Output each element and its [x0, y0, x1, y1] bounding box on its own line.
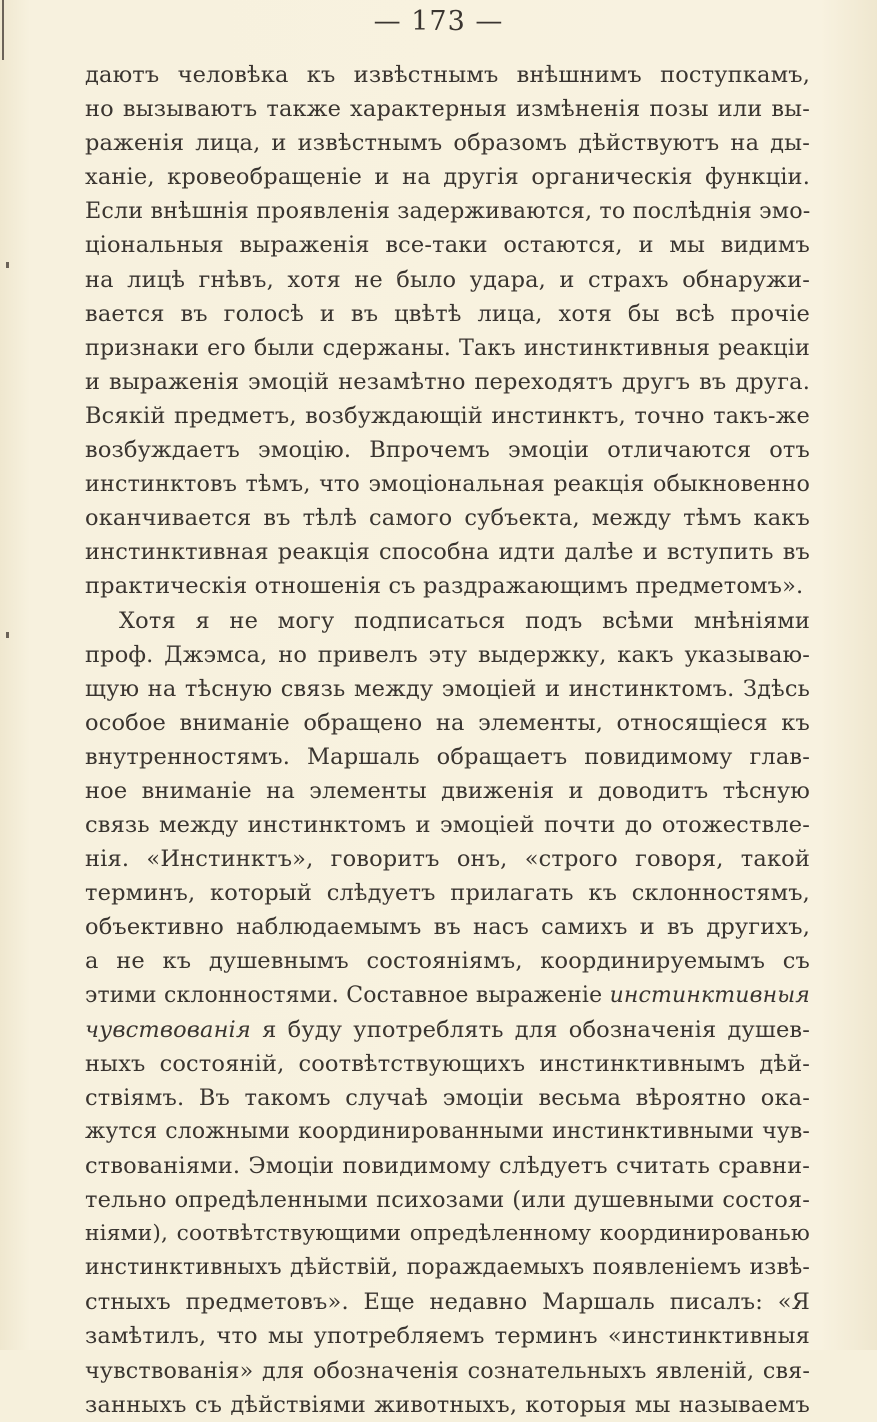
text-line [85, 979, 810, 1013]
text-line: занныхъ съ дѣйствіями животныхъ, которыя мы называемъ [85, 1391, 810, 1418]
text-line: проф. Джэмса, но привелъ эту выдержку, какъ указываю- [85, 641, 810, 668]
text-line: тельно опредѣленными психозами (или душевными состоя- [85, 1187, 810, 1214]
text-segment: этими склонностями. Составное выраженіе [85, 982, 610, 1008]
text-line: возбуждаетъ эмоцію. Впрочемъ эмоціи отличаются отъ [85, 437, 810, 464]
text-line: но вызываютъ также характерныя измѣненія позы или вы- [85, 96, 810, 123]
text-line: вается въ голосѣ и въ цвѣтѣ лица, хотя бы всѣ прочіе [85, 300, 810, 327]
text-line: особое вниманіе обращено на элементы, относящіеся къ [85, 709, 810, 736]
text-line: ствованіями. Эмоціи повидимому слѣдуетъ считать сравни- [85, 1153, 810, 1179]
text-line: ціональныя выраженія все-таки остаются, и мы видимъ [85, 232, 810, 259]
text-line: и выраженія эмоцій незамѣтно переходятъ другъ въ друга. [85, 368, 810, 395]
italic-term: чувствованія [85, 1016, 251, 1043]
text-line: чувствованія» для обозначенія сознательныхъ явленій, свя- [85, 1357, 810, 1384]
text-line: практическія отношенія съ раздражающимъ предметомъ». [85, 573, 804, 600]
text-line: на лицѣ гнѣвъ, хотя не было удара, и страхъ обнаружи- [85, 266, 810, 293]
text-line [85, 1013, 810, 1047]
text-line: стныхъ предметовъ». Еще недавно Маршаль писалъ: «Я [85, 1289, 810, 1316]
text-line: даютъ человѣка къ извѣстнымъ внѣшнимъ поступкамъ, [85, 62, 810, 88]
text-line: щую на тѣсную связь между эмоціей и инстинктомъ. Здѣсь [85, 675, 810, 702]
text-line: инстинктивная реакція способна идти далѣе и вступить въ [85, 539, 810, 566]
text-line: инстинктивныхъ дѣйствій, пораждаемыхъ появленіемъ извѣ- [85, 1255, 810, 1281]
text-line: инстинктовъ тѣмъ, что эмоціональная реакція обыкновенно [85, 471, 810, 498]
text-line: жутся сложными координированными инстинктивными чув- [85, 1118, 810, 1144]
text-line: Всякій предметъ, возбуждающій инстинктъ, точно такъ-же [85, 402, 810, 429]
text-line: связь между инстинктомъ и эмоціей почти до отожествле- [85, 812, 810, 839]
text-line: ное вниманіе на элементы движенія и доводитъ тѣсную [85, 777, 810, 804]
text-line: замѣтилъ, что мы употребляемъ терминъ «инстинктивныя [85, 1323, 810, 1350]
text-line: терминъ, который слѣдуетъ прилагать къ склонностямъ, [85, 880, 810, 907]
text-line: нія. «Инстинктъ», говоритъ онъ, «строго говоря, такой [85, 846, 810, 873]
italic-term: инстинктивныя [609, 982, 810, 1008]
text-line: внутренностямъ. Маршаль обращаетъ повидимому глав- [85, 743, 810, 770]
text-line: ствіямъ. Въ такомъ случаѣ эмоціи весьма вѣроятно ока- [85, 1084, 810, 1111]
margin-mark [6, 632, 9, 638]
text-line: раженія лица, и извѣстнымъ образомъ дѣйствуютъ на ды- [85, 130, 810, 157]
text-line: Если внѣшнія проявленія задерживаются, то послѣднія эмо- [85, 198, 811, 225]
text-line: признаки его были сдержаны. Такъ инстинктивныя реакціи [85, 334, 810, 361]
text-line: ханіе, кровеобращеніе и на другія органическія функціи. [85, 164, 810, 191]
paragraph-first-line: Хотя я не могу подписаться подъ всѣми мнѣніями [119, 607, 810, 634]
text-segment: я буду употреблять для обозначенія душев- [250, 1016, 810, 1043]
body-text [85, 58, 810, 1422]
margin-mark [6, 262, 9, 268]
text-line: а не къ душевнымъ состояніямъ, координируемымъ съ [85, 948, 810, 975]
text-line: объективно наблюдаемымъ въ насъ самихъ и въ другихъ, [85, 914, 810, 941]
text-line: ніями), соотвѣтствующими опредѣленному координированью [85, 1221, 810, 1247]
text-line: ныхъ состояній, соотвѣтствующихъ инстинктивнымъ дѣй- [85, 1050, 810, 1077]
page-number: — 173 — [373, 6, 504, 37]
text-line: оканчивается въ тѣлѣ самого субъекта, между тѣмъ какъ [85, 505, 810, 532]
